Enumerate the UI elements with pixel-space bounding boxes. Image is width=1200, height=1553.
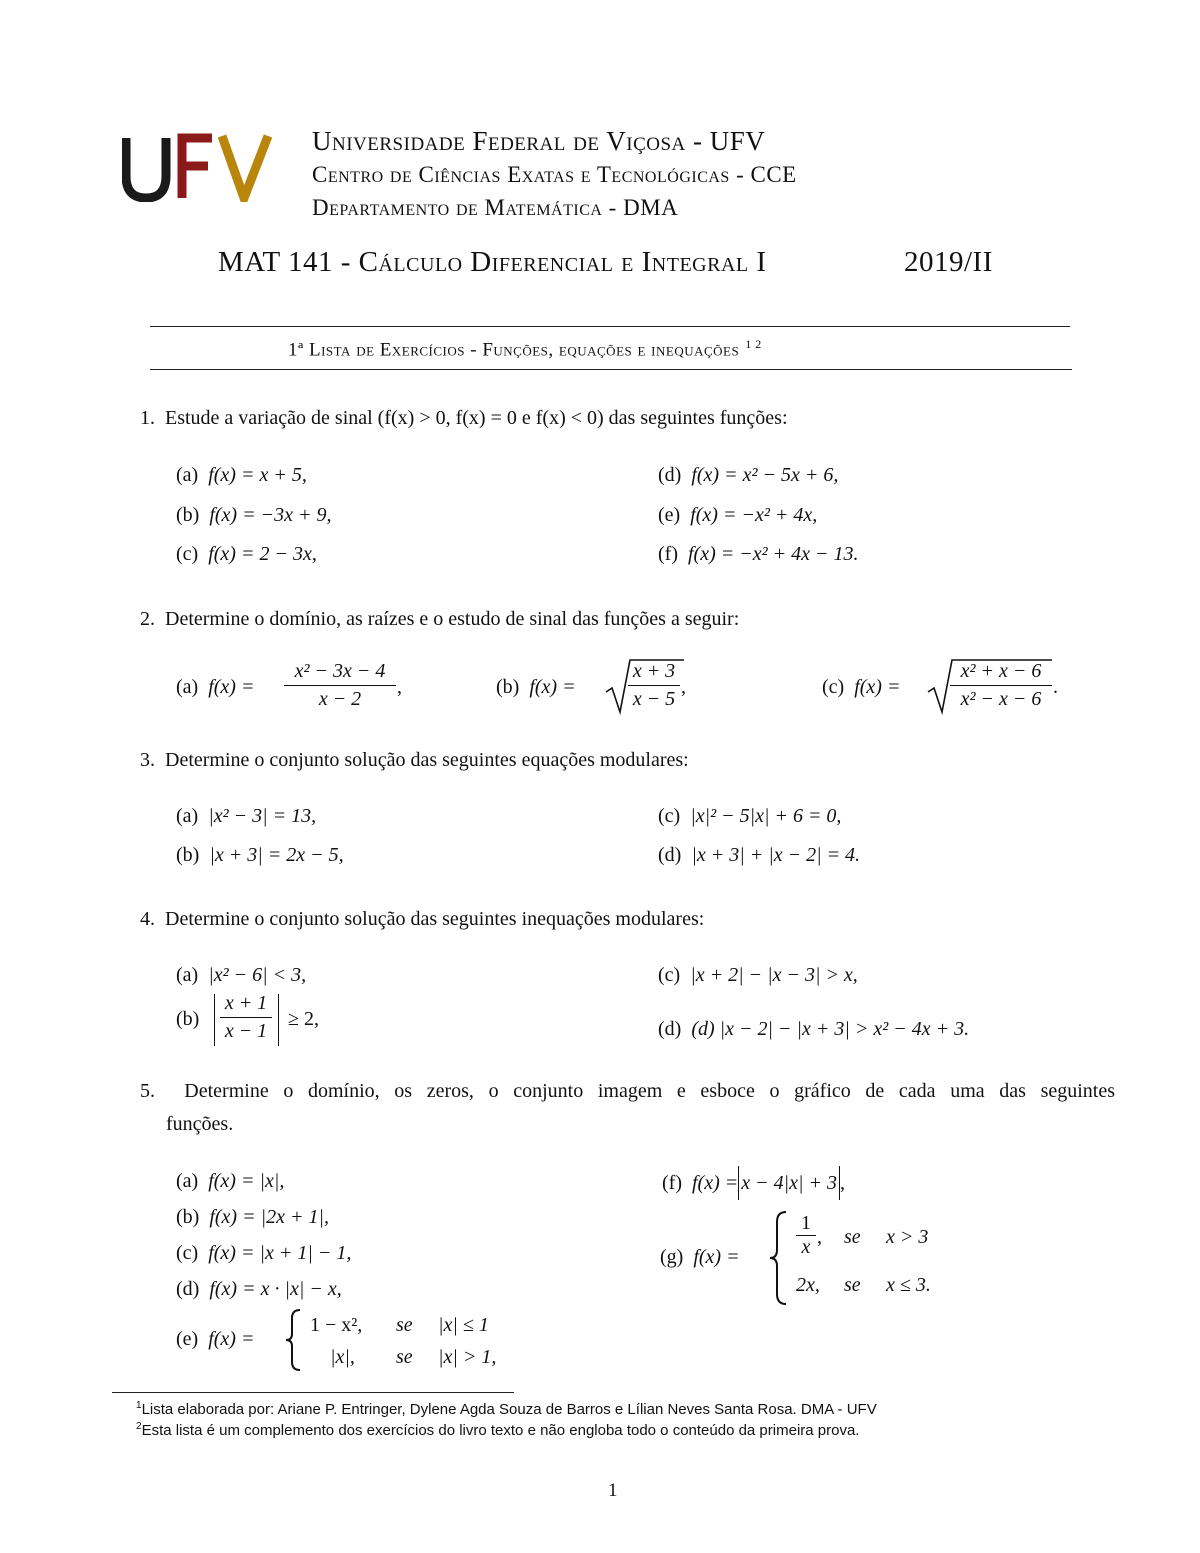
question-1: 1. Estude a variação de sinal (f(x) > 0, f(x) = 0 e f(x) < 0) das seguintes funções:: [140, 407, 788, 429]
q5-item-f: (f) f(x) = x − 4|x| + 3 ,: [662, 1172, 845, 1195]
q1-item-a: (a) f(x) = x + 5,: [176, 464, 307, 486]
q5-item-e-case2: |x|,: [330, 1346, 355, 1368]
q2-item-a-fraction: x² − 3x − 4 x − 2: [284, 660, 396, 711]
q1-item-d: (d) f(x) = x² − 5x + 6,: [658, 464, 839, 486]
q4-item-b-abs-right: [278, 994, 279, 1046]
q5-item-g-cond2: x ≤ 3.: [886, 1274, 931, 1296]
q5-item-g-cond1: x > 3: [886, 1226, 929, 1248]
q5-item-a: (a) f(x) = |x|,: [176, 1170, 285, 1192]
q2-item-b-end: ,: [681, 676, 686, 698]
footnote-2: $^2$Esta lista é um complemento dos exercícios do livro texto e não engloba todo o conteúdo da primeira prova.: [136, 1421, 860, 1439]
question-3: 3. Determine o conjunto solução das seguintes equações modulares:: [140, 749, 689, 771]
q5-item-e-se1: se: [396, 1314, 413, 1336]
ufv-logo: [122, 132, 272, 202]
page-number: 1: [608, 1480, 618, 1501]
q5-item-e-label: (e) f(x) =: [176, 1328, 255, 1350]
footnote-rule: [112, 1392, 514, 1393]
q4-item-b-abs-left: [214, 994, 215, 1046]
question-2: 2. Determine o domínio, as raízes e o estudo de sinal das funções a seguir:: [140, 608, 740, 630]
q2-item-c-label: (c) f(x) =: [822, 676, 901, 698]
q3-item-b: (b) |x + 3| = 2x − 5,: [176, 844, 344, 866]
q1-item-f: (f) f(x) = −x² + 4x − 13.: [658, 543, 859, 565]
question-5-cont: funções.: [166, 1113, 234, 1135]
q5-item-e-brace: [284, 1308, 304, 1372]
q2-item-c-end: .: [1053, 676, 1058, 698]
q5-item-e-case1: 1 − x²,: [310, 1314, 363, 1336]
top-rule: [150, 326, 1070, 327]
q4-item-b-end: ≥ 2,: [288, 1008, 319, 1030]
q4-item-b-label: (b): [176, 1008, 200, 1030]
q5-item-b: (b) f(x) = |2x + 1|,: [176, 1206, 329, 1228]
q2-item-b-fraction: x + 3 x − 5: [628, 660, 680, 711]
q5-item-g-label: (g) f(x) =: [660, 1246, 740, 1268]
bottom-rule: [150, 369, 1072, 370]
q1-item-c: (c) f(x) = 2 − 3x,: [176, 543, 317, 565]
q4-item-c: (c) |x + 2| − |x − 3| > x,: [658, 964, 858, 986]
question-5: 5. Determine o domínio, os zeros, o conjunto imagem e esboce o gráfico de cada uma das seguintes: [140, 1080, 1116, 1102]
q2-item-b-label: (b) f(x) =: [496, 676, 576, 698]
question-4: 4. Determine o conjunto solução das seguintes inequações modulares:: [140, 908, 705, 930]
list-title: 1ª Lista de Exercícios - Funções, equações e inequações $^{1 2}$: [288, 337, 762, 361]
q5-item-e-cond2: |x| > 1,: [438, 1346, 497, 1368]
q5-item-g-brace: [768, 1210, 790, 1306]
q2-item-a-label: (a) f(x) =: [176, 676, 255, 698]
q5-item-g-se2: se: [844, 1274, 861, 1296]
q5-item-c: (c) f(x) = |x + 1| − 1,: [176, 1242, 352, 1264]
q2-item-c-fraction: x² + x − 6 x² − x − 6: [950, 660, 1052, 711]
q3-item-c: (c) |x|² − 5|x| + 6 = 0,: [658, 805, 842, 827]
q5-item-d: (d) f(x) = x · |x| − x,: [176, 1278, 342, 1300]
q4-item-b-fraction: x + 1 x − 1: [220, 992, 272, 1043]
q4-item-a: (a) |x² − 6| < 3,: [176, 964, 307, 986]
q5-item-g-case2: 2x,: [796, 1274, 820, 1296]
q5-item-g-case1-fraction: 1 x: [796, 1212, 816, 1259]
q5-item-g-case1-end: ,: [817, 1226, 822, 1248]
department-name: Departamento de Matemática - DMA: [312, 195, 679, 220]
q5-item-e-cond1: |x| ≤ 1: [438, 1314, 489, 1336]
course-term: 2019/II: [904, 246, 993, 278]
q3-item-a: (a) |x² − 3| = 13,: [176, 805, 317, 827]
q5-item-g-se1: se: [844, 1226, 861, 1248]
university-name: Universidade Federal de Viçosa - UFV: [312, 126, 766, 156]
footnote-1: $^1$Lista elaborada por: Ariane P. Entringer, Dylene Agda Souza de Barros e Lílian Neves Santa Rosa. DMA - UFV: [136, 1400, 877, 1418]
q5-item-e-se2: se: [396, 1346, 413, 1368]
q2-item-a-end: ,: [397, 676, 402, 698]
q3-item-d: (d) |x + 3| + |x − 2| = 4.: [658, 844, 861, 866]
course-title: MAT 141 - Cálculo Diferencial e Integral I: [218, 246, 767, 278]
q4-item-d: (d) (d) |x − 2| − |x + 3| > x² − 4x + 3.: [658, 1018, 970, 1040]
q1-item-b: (b) f(x) = −3x + 9,: [176, 504, 332, 526]
q1-item-e: (e) f(x) = −x² + 4x,: [658, 504, 818, 526]
center-name: Centro de Ciências Exatas e Tecnológicas - CCE: [312, 162, 797, 187]
